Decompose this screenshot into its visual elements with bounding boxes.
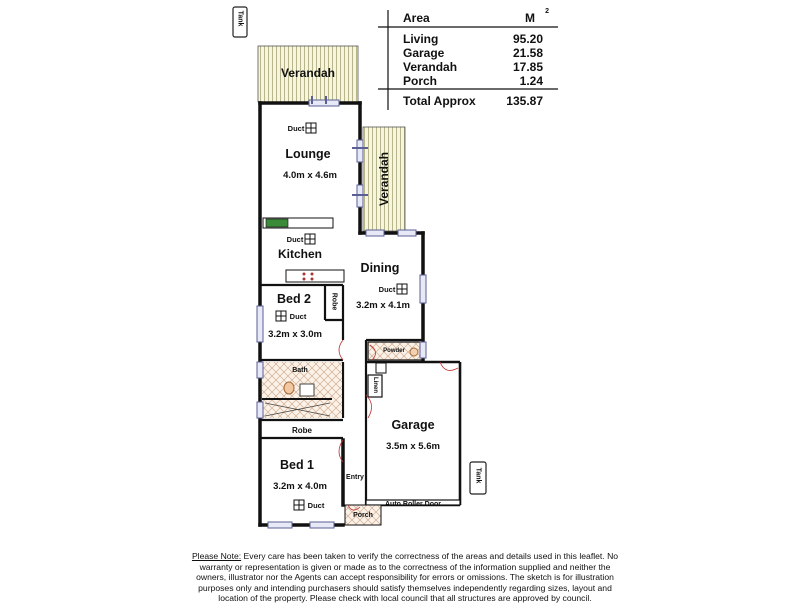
kitchen-cooktop	[286, 270, 344, 282]
garage-dimensions: 3.5m x 5.6m	[386, 441, 440, 452]
lounge-dimensions: 4.0m x 4.6m	[283, 170, 337, 181]
auto-roller-door-label: Auto Roller Door	[385, 501, 441, 508]
bed1-label: Bed 1	[279, 458, 315, 472]
dining-dimensions: 3.2m x 4.1m	[356, 300, 410, 311]
duct-dining-label: Duct	[378, 285, 396, 294]
bed1-dimensions: 3.2m x 4.0m	[273, 481, 327, 492]
verandah-top-label: Verandah	[280, 66, 336, 80]
bath-label: Bath	[292, 367, 308, 374]
entry-label: Entry	[346, 474, 364, 481]
area-unit-sup: 2	[545, 8, 549, 15]
tank-right-label: Tank	[474, 467, 482, 484]
verandah-side-label: Verandah	[377, 151, 391, 207]
area-header: Area	[403, 11, 430, 25]
duct-lounge-label: Duct	[287, 124, 305, 133]
porch-label: Porch	[353, 512, 373, 519]
powder-label: Powder	[383, 348, 405, 354]
disclaimer-note	[190, 551, 620, 604]
linen-label: Linen	[372, 377, 378, 393]
note-text: Every care has been taken to verify the correctness of the areas and details used in this leaflet. No warranty or representation is given or made as to the correctness of the information supplied and neither the owners, illustrator nor the Agents can accept responsibility for errors or omissions. The sketch is for illustration purposes only and intending purchasers should satisfy themselves independently regarding sizes, layout and location of the property. Please check with local council that all structures are approved by council.	[196, 551, 619, 603]
duct-bed2-label: Duct	[289, 312, 307, 321]
tank-top-label: Tank	[236, 10, 244, 27]
garage-label: Garage	[391, 418, 435, 432]
robe-bed2-label: Robe	[330, 292, 338, 311]
robe-bed1-label: Robe	[292, 426, 312, 435]
bed2-dimensions: 3.2m x 3.0m	[268, 329, 322, 340]
bed2-label: Bed 2	[276, 292, 312, 306]
kitchen-label: Kitchen	[277, 247, 322, 261]
note-heading: Please Note:	[191, 551, 242, 561]
lounge-label: Lounge	[285, 147, 331, 161]
area-unit: M	[525, 11, 535, 25]
duct-kitchen-label: Duct	[286, 235, 304, 244]
dining-label: Dining	[360, 261, 400, 275]
duct-bed1-label: Duct	[307, 501, 325, 510]
